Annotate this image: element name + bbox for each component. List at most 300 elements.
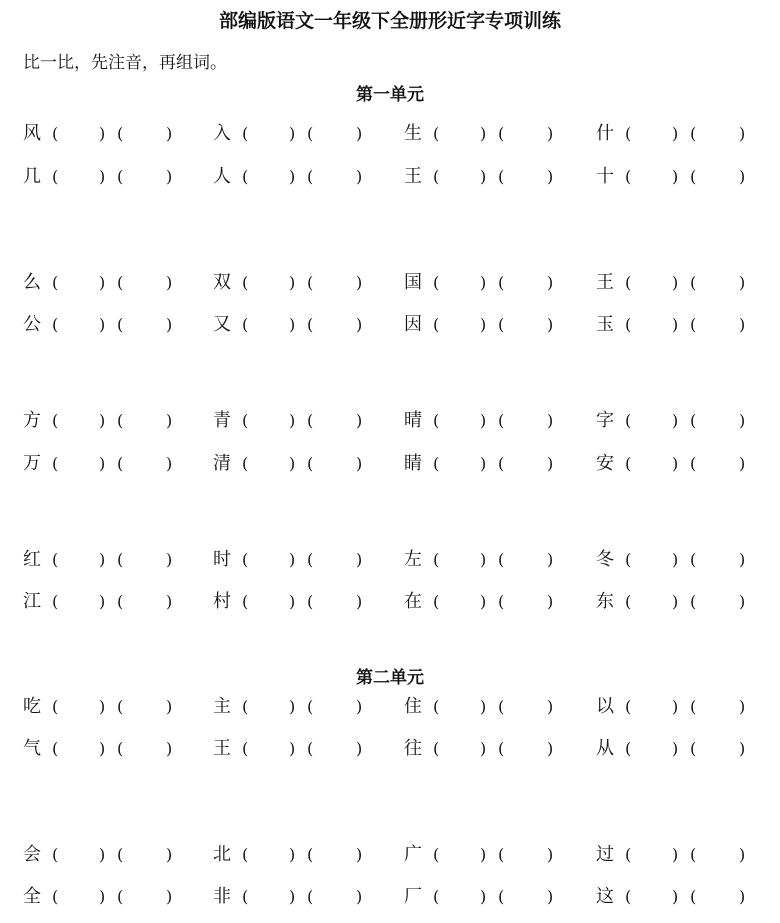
character-item xyxy=(23,842,213,868)
word-blank-open: ( xyxy=(498,124,505,143)
pinyin-blank-close: ) xyxy=(99,592,106,611)
character: 北 xyxy=(213,844,231,865)
exercise-row xyxy=(0,121,780,147)
pinyin-blank-open: ( xyxy=(52,887,59,906)
word-blank-close: ) xyxy=(356,315,363,334)
pinyin-blank-open: ( xyxy=(242,124,249,143)
character-item xyxy=(404,312,594,338)
character-item xyxy=(23,270,213,296)
character: 气 xyxy=(23,738,41,759)
word-blank-open: ( xyxy=(498,315,505,334)
character: 玉 xyxy=(596,314,614,335)
character-item xyxy=(404,270,594,296)
character-item xyxy=(404,121,594,147)
word-blank-close: ) xyxy=(356,845,363,864)
character-item xyxy=(23,121,213,147)
pinyin-blank-close: ) xyxy=(480,845,487,864)
pinyin-blank-close: ) xyxy=(672,315,679,334)
word-blank-open: ( xyxy=(498,887,505,906)
character: 红 xyxy=(23,549,41,570)
word-blank-open: ( xyxy=(498,273,505,292)
character: 住 xyxy=(404,696,422,717)
word-blank-open: ( xyxy=(690,273,697,292)
character: 青 xyxy=(213,410,231,431)
character-item xyxy=(404,736,594,762)
character-item xyxy=(23,884,213,910)
pinyin-blank-close: ) xyxy=(289,454,296,473)
pinyin-blank-open: ( xyxy=(242,273,249,292)
word-blank-open: ( xyxy=(117,592,124,611)
character: 生 xyxy=(404,123,422,144)
character: 厂 xyxy=(404,886,422,907)
character: 这 xyxy=(596,886,614,907)
exercise-row xyxy=(0,547,780,573)
pinyin-blank-close: ) xyxy=(289,411,296,430)
character: 几 xyxy=(23,166,41,187)
pinyin-blank-open: ( xyxy=(625,315,632,334)
pinyin-blank-close: ) xyxy=(99,411,106,430)
pinyin-blank-close: ) xyxy=(289,124,296,143)
pinyin-blank-close: ) xyxy=(672,592,679,611)
word-blank-close: ) xyxy=(166,273,173,292)
character-item xyxy=(23,547,213,573)
character-item xyxy=(596,270,780,296)
character-item xyxy=(404,884,594,910)
word-blank-open: ( xyxy=(117,739,124,758)
word-blank-open: ( xyxy=(690,845,697,864)
character-item xyxy=(596,451,780,477)
word-blank-close: ) xyxy=(547,124,554,143)
pinyin-blank-open: ( xyxy=(242,592,249,611)
word-blank-close: ) xyxy=(356,739,363,758)
character-item xyxy=(23,694,213,720)
word-blank-open: ( xyxy=(307,167,314,186)
character: 在 xyxy=(404,591,422,612)
pinyin-blank-open: ( xyxy=(242,167,249,186)
character-item xyxy=(404,694,594,720)
pinyin-blank-open: ( xyxy=(625,697,632,716)
pinyin-blank-open: ( xyxy=(242,697,249,716)
pinyin-blank-open: ( xyxy=(625,845,632,864)
character: 入 xyxy=(213,123,231,144)
pinyin-blank-open: ( xyxy=(242,315,249,334)
unit-title: 第一单元 xyxy=(356,85,424,105)
pinyin-blank-open: ( xyxy=(433,739,440,758)
pinyin-blank-open: ( xyxy=(433,454,440,473)
character-item xyxy=(404,451,594,477)
word-blank-open: ( xyxy=(117,124,124,143)
character: 王 xyxy=(596,272,614,293)
character: 冬 xyxy=(596,549,614,570)
character-item xyxy=(213,547,403,573)
word-blank-close: ) xyxy=(166,887,173,906)
word-blank-close: ) xyxy=(356,550,363,569)
character: 安 xyxy=(596,453,614,474)
word-blank-close: ) xyxy=(166,124,173,143)
word-blank-open: ( xyxy=(690,887,697,906)
word-blank-close: ) xyxy=(739,550,746,569)
word-blank-open: ( xyxy=(498,167,505,186)
pinyin-blank-close: ) xyxy=(672,167,679,186)
character-item xyxy=(596,842,780,868)
pinyin-blank-open: ( xyxy=(433,550,440,569)
word-blank-close: ) xyxy=(547,315,554,334)
character-item xyxy=(23,312,213,338)
word-blank-open: ( xyxy=(690,167,697,186)
character-item xyxy=(213,694,403,720)
character: 王 xyxy=(213,738,231,759)
word-blank-open: ( xyxy=(307,550,314,569)
character-item xyxy=(213,408,403,434)
word-blank-close: ) xyxy=(356,411,363,430)
word-blank-open: ( xyxy=(690,411,697,430)
pinyin-blank-close: ) xyxy=(99,273,106,292)
word-blank-open: ( xyxy=(690,550,697,569)
word-blank-close: ) xyxy=(166,315,173,334)
pinyin-blank-close: ) xyxy=(480,315,487,334)
exercise-row xyxy=(0,736,780,762)
character-item xyxy=(213,121,403,147)
word-blank-open: ( xyxy=(307,411,314,430)
character-item xyxy=(213,451,403,477)
word-blank-close: ) xyxy=(166,739,173,758)
unit-title: 第二单元 xyxy=(356,668,424,688)
character: 时 xyxy=(213,549,231,570)
pinyin-blank-close: ) xyxy=(480,454,487,473)
pinyin-blank-open: ( xyxy=(242,454,249,473)
word-blank-close: ) xyxy=(739,273,746,292)
word-blank-close: ) xyxy=(547,273,554,292)
character-item xyxy=(404,547,594,573)
word-blank-close: ) xyxy=(739,454,746,473)
character: 又 xyxy=(213,314,231,335)
character: 风 xyxy=(23,123,41,144)
word-blank-close: ) xyxy=(739,124,746,143)
word-blank-open: ( xyxy=(690,592,697,611)
pinyin-blank-close: ) xyxy=(99,315,106,334)
character-item xyxy=(404,589,594,615)
word-blank-open: ( xyxy=(117,273,124,292)
exercise-row xyxy=(0,270,780,296)
character: 全 xyxy=(23,886,41,907)
character: 江 xyxy=(23,591,41,612)
pinyin-blank-open: ( xyxy=(52,411,59,430)
word-blank-close: ) xyxy=(356,124,363,143)
word-blank-open: ( xyxy=(498,454,505,473)
pinyin-blank-close: ) xyxy=(480,273,487,292)
pinyin-blank-close: ) xyxy=(289,887,296,906)
pinyin-blank-close: ) xyxy=(672,273,679,292)
word-blank-close: ) xyxy=(166,697,173,716)
word-blank-close: ) xyxy=(166,845,173,864)
word-blank-open: ( xyxy=(117,315,124,334)
pinyin-blank-close: ) xyxy=(480,887,487,906)
pinyin-blank-close: ) xyxy=(289,845,296,864)
word-blank-open: ( xyxy=(307,887,314,906)
character-item xyxy=(213,164,403,190)
word-blank-open: ( xyxy=(117,845,124,864)
pinyin-blank-open: ( xyxy=(625,550,632,569)
character: 广 xyxy=(404,844,422,865)
pinyin-blank-open: ( xyxy=(52,273,59,292)
pinyin-blank-open: ( xyxy=(52,167,59,186)
word-blank-open: ( xyxy=(498,739,505,758)
pinyin-blank-close: ) xyxy=(480,124,487,143)
word-blank-close: ) xyxy=(166,454,173,473)
pinyin-blank-close: ) xyxy=(480,167,487,186)
exercise-row xyxy=(0,694,780,720)
pinyin-blank-open: ( xyxy=(242,887,249,906)
pinyin-blank-close: ) xyxy=(672,411,679,430)
word-blank-open: ( xyxy=(117,411,124,430)
word-blank-close: ) xyxy=(356,697,363,716)
pinyin-blank-open: ( xyxy=(625,592,632,611)
pinyin-blank-close: ) xyxy=(99,739,106,758)
word-blank-close: ) xyxy=(356,887,363,906)
pinyin-blank-open: ( xyxy=(242,550,249,569)
pinyin-blank-close: ) xyxy=(99,167,106,186)
pinyin-blank-close: ) xyxy=(480,697,487,716)
exercise-row xyxy=(0,451,780,477)
character-item xyxy=(404,408,594,434)
word-blank-close: ) xyxy=(356,592,363,611)
character: 清 xyxy=(213,453,231,474)
word-blank-open: ( xyxy=(690,454,697,473)
pinyin-blank-close: ) xyxy=(672,124,679,143)
word-blank-close: ) xyxy=(739,315,746,334)
character: 往 xyxy=(404,738,422,759)
character-item xyxy=(213,270,403,296)
pinyin-blank-open: ( xyxy=(625,167,632,186)
word-blank-close: ) xyxy=(739,411,746,430)
character-item xyxy=(596,694,780,720)
word-blank-open: ( xyxy=(690,739,697,758)
character: 双 xyxy=(213,272,231,293)
word-blank-close: ) xyxy=(547,739,554,758)
pinyin-blank-open: ( xyxy=(433,315,440,334)
word-blank-open: ( xyxy=(690,124,697,143)
word-blank-open: ( xyxy=(117,167,124,186)
word-blank-close: ) xyxy=(166,167,173,186)
character-item xyxy=(213,589,403,615)
character: 左 xyxy=(404,549,422,570)
character: 过 xyxy=(596,844,614,865)
character-item xyxy=(213,884,403,910)
word-blank-open: ( xyxy=(690,315,697,334)
character-item xyxy=(23,736,213,762)
exercise-row xyxy=(0,408,780,434)
pinyin-blank-close: ) xyxy=(672,845,679,864)
page-title: 部编版语文一年级下全册形近字专项训练 xyxy=(218,10,561,32)
pinyin-blank-open: ( xyxy=(433,411,440,430)
word-blank-close: ) xyxy=(547,592,554,611)
pinyin-blank-close: ) xyxy=(289,315,296,334)
pinyin-blank-open: ( xyxy=(52,315,59,334)
exercise-row xyxy=(0,164,780,190)
pinyin-blank-open: ( xyxy=(52,739,59,758)
pinyin-blank-open: ( xyxy=(52,592,59,611)
exercise-row xyxy=(0,842,780,868)
pinyin-blank-close: ) xyxy=(99,887,106,906)
pinyin-blank-open: ( xyxy=(625,454,632,473)
pinyin-blank-open: ( xyxy=(625,411,632,430)
character-item xyxy=(596,408,780,434)
pinyin-blank-close: ) xyxy=(289,550,296,569)
pinyin-blank-open: ( xyxy=(625,124,632,143)
pinyin-blank-close: ) xyxy=(480,739,487,758)
character-item xyxy=(404,164,594,190)
pinyin-blank-close: ) xyxy=(672,550,679,569)
pinyin-blank-open: ( xyxy=(242,845,249,864)
pinyin-blank-close: ) xyxy=(99,845,106,864)
pinyin-blank-open: ( xyxy=(433,124,440,143)
character-item xyxy=(23,408,213,434)
character: 人 xyxy=(213,166,231,187)
word-blank-close: ) xyxy=(547,697,554,716)
word-blank-open: ( xyxy=(307,273,314,292)
character: 十 xyxy=(596,166,614,187)
character-item xyxy=(596,589,780,615)
character: 因 xyxy=(404,314,422,335)
word-blank-close: ) xyxy=(739,167,746,186)
word-blank-open: ( xyxy=(307,592,314,611)
character-item xyxy=(596,547,780,573)
character-item xyxy=(596,736,780,762)
pinyin-blank-open: ( xyxy=(242,411,249,430)
character: 方 xyxy=(23,410,41,431)
character: 什 xyxy=(596,123,614,144)
pinyin-blank-open: ( xyxy=(242,739,249,758)
character: 以 xyxy=(596,696,614,717)
word-blank-open: ( xyxy=(307,124,314,143)
pinyin-blank-open: ( xyxy=(52,550,59,569)
pinyin-blank-close: ) xyxy=(480,411,487,430)
word-blank-open: ( xyxy=(690,697,697,716)
character: 村 xyxy=(213,591,231,612)
character: 国 xyxy=(404,272,422,293)
character-item xyxy=(23,589,213,615)
word-blank-open: ( xyxy=(307,697,314,716)
word-blank-close: ) xyxy=(739,887,746,906)
pinyin-blank-close: ) xyxy=(99,124,106,143)
pinyin-blank-close: ) xyxy=(289,739,296,758)
character: 晴 xyxy=(404,410,422,431)
word-blank-open: ( xyxy=(117,697,124,716)
pinyin-blank-close: ) xyxy=(99,697,106,716)
character-item xyxy=(596,164,780,190)
word-blank-open: ( xyxy=(117,887,124,906)
word-blank-close: ) xyxy=(166,411,173,430)
word-blank-close: ) xyxy=(547,550,554,569)
character: 从 xyxy=(596,738,614,759)
word-blank-close: ) xyxy=(547,167,554,186)
word-blank-open: ( xyxy=(498,592,505,611)
pinyin-blank-close: ) xyxy=(672,887,679,906)
exercise-row xyxy=(0,884,780,910)
exercise-row xyxy=(0,312,780,338)
pinyin-blank-open: ( xyxy=(433,887,440,906)
character-item xyxy=(404,842,594,868)
character: 字 xyxy=(596,410,614,431)
word-blank-close: ) xyxy=(739,592,746,611)
pinyin-blank-open: ( xyxy=(433,273,440,292)
pinyin-blank-close: ) xyxy=(289,592,296,611)
pinyin-blank-close: ) xyxy=(480,550,487,569)
character-item xyxy=(596,121,780,147)
word-blank-close: ) xyxy=(739,845,746,864)
pinyin-blank-close: ) xyxy=(99,454,106,473)
pinyin-blank-open: ( xyxy=(625,273,632,292)
pinyin-blank-close: ) xyxy=(672,454,679,473)
word-blank-close: ) xyxy=(356,454,363,473)
character: 王 xyxy=(404,166,422,187)
pinyin-blank-open: ( xyxy=(52,124,59,143)
character-item xyxy=(213,842,403,868)
pinyin-blank-close: ) xyxy=(289,167,296,186)
word-blank-open: ( xyxy=(498,845,505,864)
character: 会 xyxy=(23,844,41,865)
word-blank-open: ( xyxy=(307,315,314,334)
pinyin-blank-open: ( xyxy=(433,167,440,186)
character-item xyxy=(596,312,780,338)
word-blank-close: ) xyxy=(547,887,554,906)
word-blank-close: ) xyxy=(547,454,554,473)
word-blank-open: ( xyxy=(498,411,505,430)
character-item xyxy=(213,312,403,338)
pinyin-blank-open: ( xyxy=(52,454,59,473)
word-blank-open: ( xyxy=(117,550,124,569)
character-item xyxy=(23,451,213,477)
pinyin-blank-open: ( xyxy=(52,697,59,716)
pinyin-blank-close: ) xyxy=(289,273,296,292)
word-blank-close: ) xyxy=(356,167,363,186)
character: 公 xyxy=(23,314,41,335)
character-item xyxy=(596,884,780,910)
pinyin-blank-close: ) xyxy=(672,697,679,716)
pinyin-blank-open: ( xyxy=(433,697,440,716)
character: 吃 xyxy=(23,696,41,717)
word-blank-open: ( xyxy=(498,697,505,716)
pinyin-blank-open: ( xyxy=(625,887,632,906)
character: 非 xyxy=(213,886,231,907)
pinyin-blank-open: ( xyxy=(433,592,440,611)
word-blank-open: ( xyxy=(307,454,314,473)
word-blank-close: ) xyxy=(547,411,554,430)
word-blank-close: ) xyxy=(739,739,746,758)
pinyin-blank-close: ) xyxy=(672,739,679,758)
word-blank-open: ( xyxy=(307,845,314,864)
character: 东 xyxy=(596,591,614,612)
word-blank-open: ( xyxy=(498,550,505,569)
character: 睛 xyxy=(404,453,422,474)
character-item xyxy=(213,736,403,762)
character: 么 xyxy=(23,272,41,293)
pinyin-blank-open: ( xyxy=(52,845,59,864)
word-blank-close: ) xyxy=(547,845,554,864)
word-blank-open: ( xyxy=(307,739,314,758)
character-item xyxy=(23,164,213,190)
instruction-text: 比一比，先注音，再组词。 xyxy=(23,53,227,73)
word-blank-close: ) xyxy=(166,550,173,569)
pinyin-blank-close: ) xyxy=(99,550,106,569)
character: 主 xyxy=(213,696,231,717)
word-blank-close: ) xyxy=(166,592,173,611)
exercise-row xyxy=(0,589,780,615)
word-blank-close: ) xyxy=(739,697,746,716)
character: 万 xyxy=(23,453,41,474)
word-blank-open: ( xyxy=(117,454,124,473)
word-blank-close: ) xyxy=(356,273,363,292)
